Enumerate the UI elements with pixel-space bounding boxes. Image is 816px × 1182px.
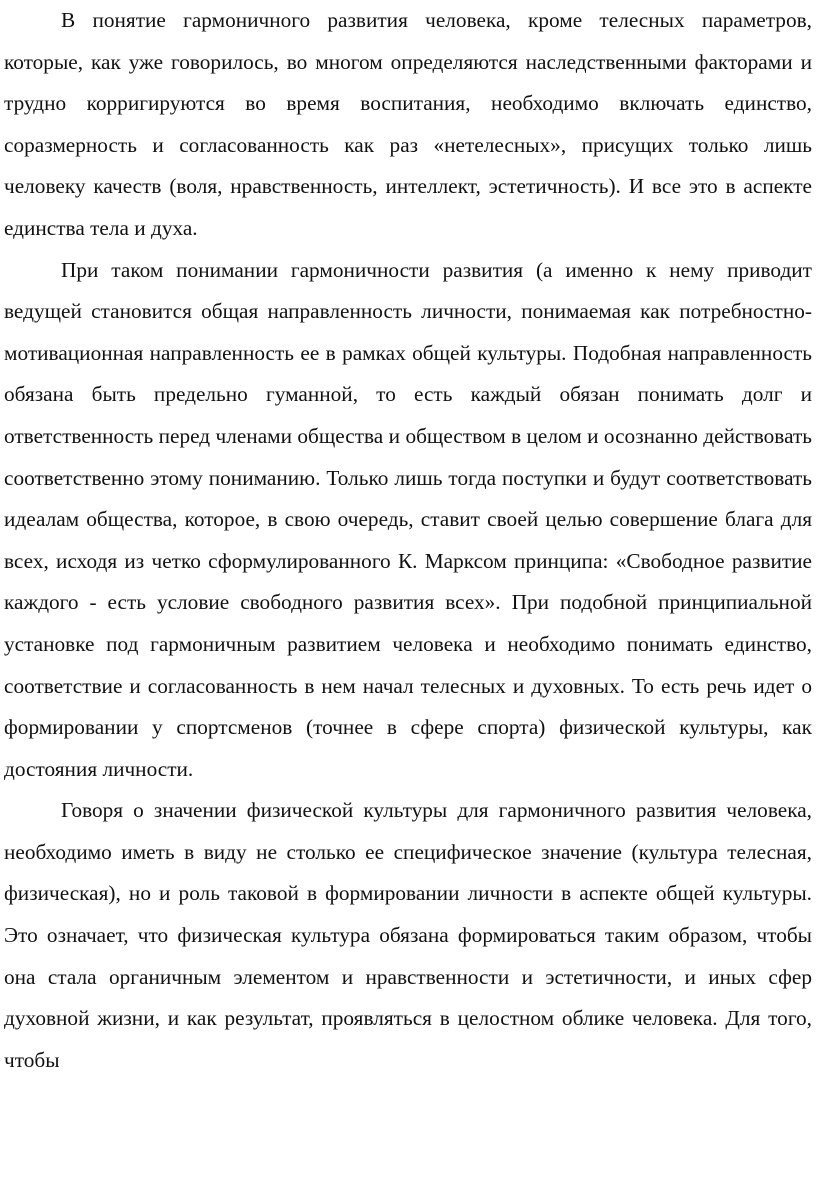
paragraph-harmonious-development: В понятие гармоничного развития человека, кроме телесных параметров, которые, как уже говорилось, во многом определяются наследственными факторами и трудно корригируются во время воспитания, необходимо включать единство, соразмерность и согласованность как раз «нетелесных», присущих только лишь человеку качеств (воля, нравственность, интеллект, эстетичность). И все это в аспекте единства тела и духа. bbox=[4, 8, 812, 240]
paragraph-physical-culture: Говоря о значении физической культуры для гармоничного развития человека, необходимо иметь в виду не столько ее специфическое значение (культура телесная, физическая), но и роль таковой в формировании личности в аспекте общей культуры. Это означает, что физическая культура обязана формироваться таким образом, чтобы она стала органичным элементом и нравственности и эстетичности, и иных сфер духовной жизни, и как результат, проявляться в целостном облике человека. Для того, чтобы bbox=[4, 798, 812, 1072]
document-page bbox=[4, 0, 812, 1081]
paragraph-personality-orientation: При таком понимании гармоничности развития (а именно к нему приводит ведущей становится общая направленность личности, понимаемая как потребностно-мотивационная направленность ее в рамках общей культуры. Подобная направленность обязана быть предельно гуманной, то есть каждый обязан понимать долг и ответственность перед членами общества и обществом в целом и осознанно действовать соответственно этому пониманию. Только лишь тогда поступки и будут соответствовать идеалам общества, которое, в свою очередь, ставит своей целью совершение блага для всех, исходя из четко сформулированного К. Марксом принципа: «Свободное развитие каждого - есть условие свободного развития всех». При подобной принципиальной установке под гармоничным развитием человека и необходимо понимать единство, соответствие и согласованность в нем начал телесных и духовных. То есть речь идет о формировании у спортсменов (точнее в сфере спорта) физической культуры, как достояния личности. bbox=[4, 257, 812, 781]
